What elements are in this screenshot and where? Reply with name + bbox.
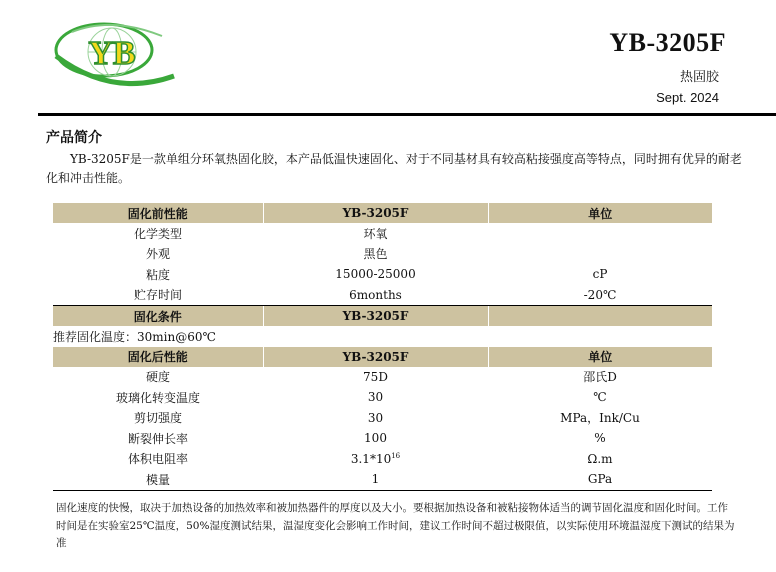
table-header-post [53,347,712,367]
table-header-pre [53,203,712,223]
property-value: 黑色 [363,247,388,262]
property-unit: GPa [488,469,712,490]
property-value: 75D [363,369,388,384]
property-value: 6months [263,285,488,306]
table-row [53,326,712,347]
header-cell: YB-3205F [263,203,488,223]
section-title: 产品简介 [46,130,102,146]
resistivity-exponent: 16 [391,451,401,460]
table-row [53,367,712,388]
cure-recommendation: 推荐固化温度：30min@60℃ [53,329,216,344]
table-row [53,264,712,285]
properties-table [53,203,712,491]
property-unit: 邵氏D [583,370,617,385]
property-unit: cP [592,267,608,282]
intro-paragraph: YB-3205F是一款单组分环氧热固化胶，本产品低温快速固化、对于不同基材具有较高粘接强度高等特点，同时拥有优异的耐老化和冲击性能。 [46,152,742,185]
table-row [53,387,712,408]
property-unit [488,244,712,265]
footnote: 固化速度的快慢，取决于加热设备的加热效率和被加热器件的厚度以及大小。要根据加热设备和被粘接物体适当的调节固化温度和固化时间。工作时间是在实验室25℃温度，50%湿度测试结果，温湿度变化会影响工作时间，建议工作时间不超过极限值，以实际使用环境温湿度下测试的结果为准 [56,502,735,549]
product-code: YB-3205F [609,28,726,57]
property-name: 粘度 [145,267,170,282]
table-row [53,408,712,429]
table-row [53,285,712,306]
header-cell: 固化后性能 [53,347,263,367]
property-name: 贮存时间 [53,285,263,306]
header-cell: YB-3205F [263,306,488,327]
table-row [53,223,712,244]
header-cell: 固化前性能 [53,203,263,223]
property-name: 断裂伸长率 [127,431,188,446]
property-value: 100 [364,431,387,446]
header-cell: 固化条件 [53,306,263,327]
property-value [263,449,488,470]
issue-date: Sept. 2024 [656,90,719,105]
property-name: 玻璃化转变温度 [115,390,200,405]
header-divider [38,113,776,116]
header-cell: 单位 [488,347,712,367]
property-value: 30 [367,390,384,405]
property-value: 1 [263,469,488,490]
table-row [53,244,712,265]
property-value: 15000-25000 [335,267,416,282]
product-type: 热固胶 [679,70,719,85]
company-logo [52,16,178,90]
property-unit: Ω.m [587,451,613,466]
property-unit: MPa，Ink/Cu [560,411,640,426]
property-unit: % [594,431,606,446]
property-name: 剪切强度 [133,411,182,426]
header-cell [488,306,712,327]
resistivity-base: 3.1*10 [350,451,392,466]
property-unit [488,223,712,244]
table-row [53,469,712,490]
property-unit: -20℃ [488,285,712,306]
property-name: 外观 [145,247,170,262]
table-row [53,449,712,470]
property-unit: ℃ [593,390,607,405]
table-header-cure [53,306,712,327]
property-name: 硬度 [145,370,170,385]
property-value: 30 [367,410,384,425]
table-row [53,428,712,449]
header-cell: 单位 [488,203,712,223]
property-name: 体积电阻率 [127,452,188,467]
logo-text: YB [88,35,136,72]
property-name: 模量 [53,469,263,490]
property-value: 环氧 [363,226,388,241]
header-cell: YB-3205F [263,347,488,367]
property-name: 化学类型 [133,226,182,241]
